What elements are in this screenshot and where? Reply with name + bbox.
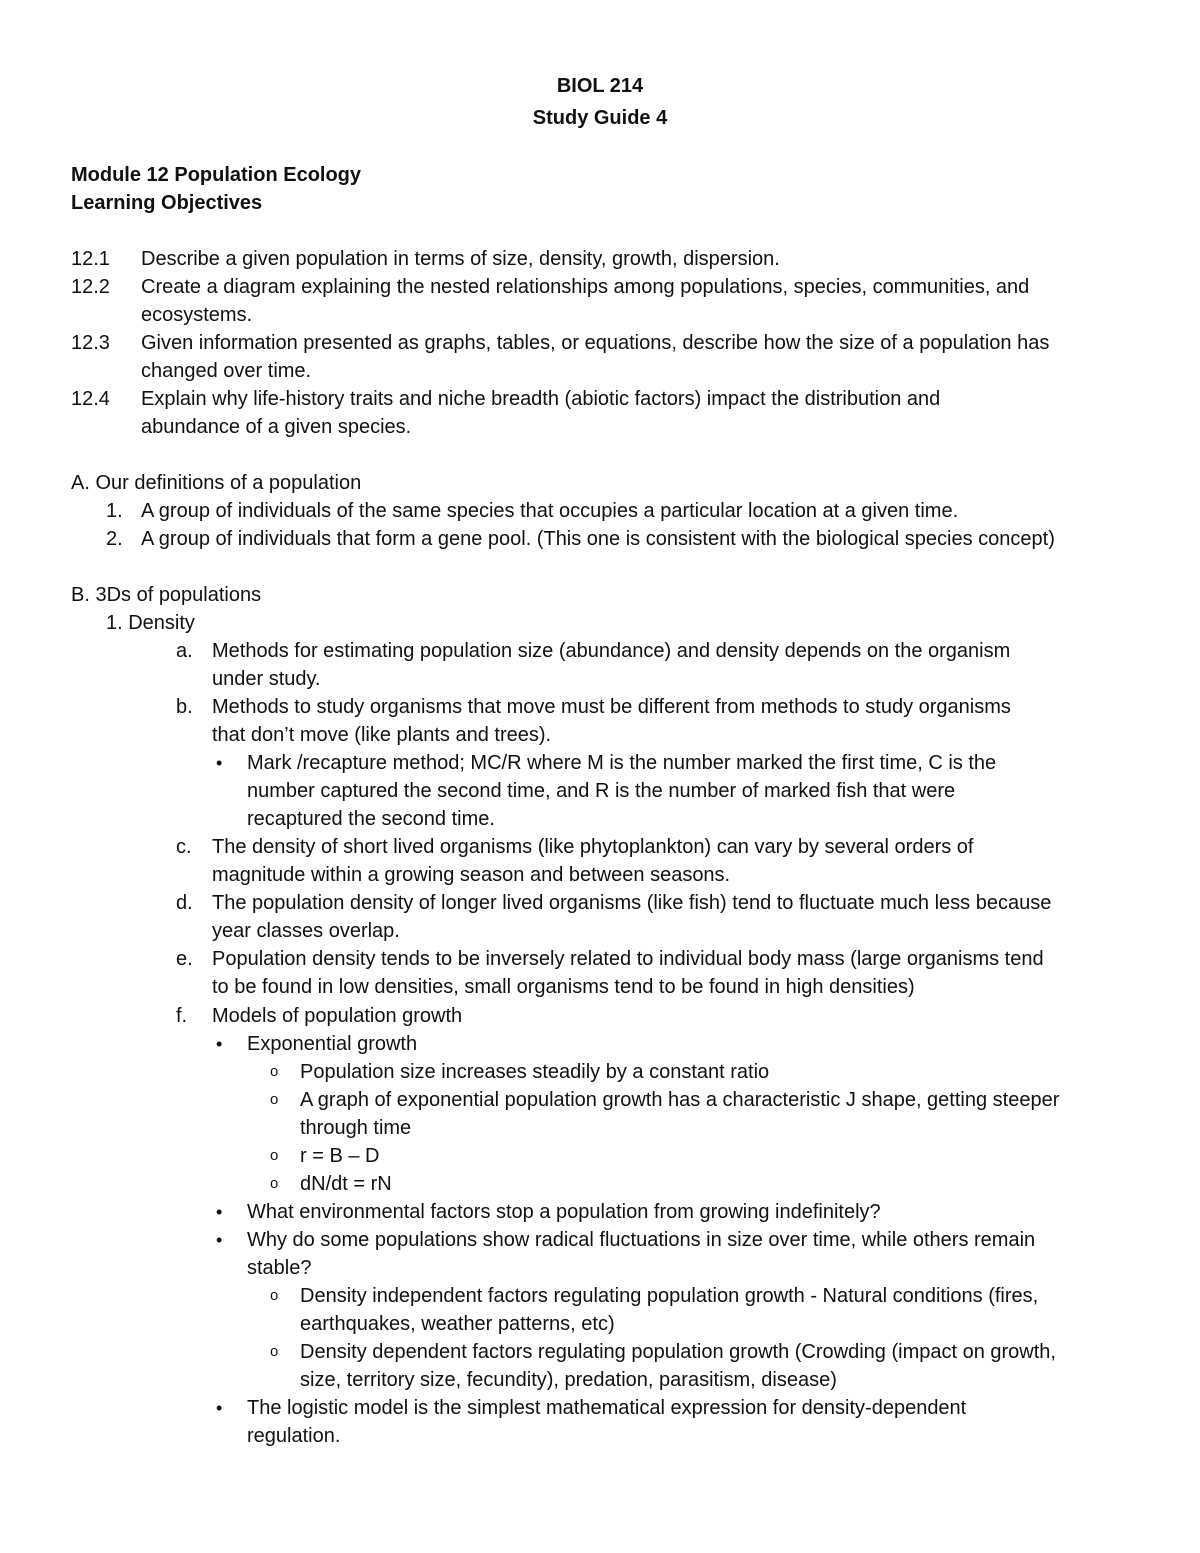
- list-marker: 1.: [106, 500, 123, 522]
- list-item-text-continued: that don’t move (like plants and trees).: [212, 724, 552, 746]
- definition-item: A group of individuals that form a gene pool. (This one is consistent with the biological species concept): [141, 528, 1055, 550]
- bullet-text-continued: regulation.: [247, 1425, 341, 1447]
- bullet-icon: •: [216, 1034, 223, 1054]
- section-a-heading: A. Our definitions of a population: [71, 472, 362, 494]
- bullet-text: Exponential growth: [247, 1033, 418, 1055]
- bullet-text-continued: stable?: [247, 1257, 312, 1279]
- sub-bullet-icon: o: [270, 1175, 279, 1192]
- list-item-text: Methods to study organisms that move must be different from methods to study organisms: [212, 696, 1011, 718]
- list-item-text: Models of population growth: [212, 1005, 463, 1027]
- objective-text: Create a diagram explaining the nested relationships among populations, species, communities, and: [141, 276, 1030, 298]
- list-marker: c.: [176, 836, 192, 858]
- list-marker: e.: [176, 948, 193, 970]
- list-item-text: Population density tends to be inversely related to individual body mass (large organisms tend: [212, 948, 1044, 970]
- bullet-text: Mark /recapture method; MC/R where M is the number marked the first time, C is the: [247, 752, 997, 774]
- objective-text-continued: abundance of a given species.: [141, 416, 412, 438]
- bullet-text: What environmental factors stop a population from growing indefinitely?: [247, 1201, 881, 1223]
- bullet-text-continued: number captured the second time, and R is the number of marked fish that were: [247, 780, 956, 802]
- objective-text: Explain why life-history traits and niche breadth (abiotic factors) impact the distribution and: [141, 388, 941, 410]
- sub-bullet-icon: o: [270, 1343, 279, 1360]
- bullet-icon: •: [216, 1202, 223, 1222]
- sub-bullet-icon: o: [270, 1147, 279, 1164]
- list-item-text-continued: under study.: [212, 668, 321, 690]
- module-title: Module 12 Population Ecology: [71, 164, 362, 186]
- list-marker: b.: [176, 696, 193, 718]
- learning-objectives-heading: Learning Objectives: [71, 192, 263, 214]
- objective-text-continued: changed over time.: [141, 360, 312, 382]
- study-guide-title: Study Guide 4: [532, 107, 668, 129]
- list-marker: d.: [176, 892, 193, 914]
- list-marker: 2.: [106, 528, 123, 550]
- sub-bullet-icon: o: [270, 1091, 279, 1108]
- objective-number: 12.3: [71, 332, 110, 354]
- bullet-icon: •: [216, 753, 223, 773]
- bullet-icon: •: [216, 1230, 223, 1250]
- list-item-text-continued: to be found in low densities, small organisms tend to be found in high densities): [212, 976, 915, 998]
- sub-bullet-text-continued: through time: [300, 1117, 412, 1139]
- section-b-heading: B. 3Ds of populations: [71, 584, 262, 606]
- density-subheading: 1. Density: [106, 612, 195, 634]
- list-item-text-continued: magnitude within a growing season and between seasons.: [212, 864, 731, 886]
- sub-bullet-text-continued: size, territory size, fecundity), predation, parasitism, disease): [300, 1369, 837, 1391]
- objective-number: 12.4: [71, 388, 110, 410]
- list-item-text: The population density of longer lived organisms (like fish) tend to fluctuate much less because: [212, 892, 1052, 914]
- bullet-text: The logistic model is the simplest mathematical expression for density-dependent: [247, 1397, 967, 1419]
- course-title: BIOL 214: [556, 75, 644, 97]
- definition-item: A group of individuals of the same species that occupies a particular location at a given time.: [141, 500, 959, 522]
- sub-bullet-text: Density independent factors regulating population growth - Natural conditions (fires,: [300, 1285, 1039, 1307]
- list-marker: a.: [176, 640, 193, 662]
- sub-bullet-text: A graph of exponential population growth has a characteristic J shape, getting steeper: [300, 1089, 1060, 1111]
- bullet-text-continued: recaptured the second time.: [247, 808, 495, 830]
- sub-bullet-icon: o: [270, 1287, 279, 1304]
- objective-number: 12.1: [71, 248, 110, 270]
- list-item-text: The density of short lived organisms (like phytoplankton) can vary by several orders of: [212, 836, 974, 858]
- equation-text: r = B – D: [300, 1145, 380, 1167]
- objective-text: Given information presented as graphs, tables, or equations, describe how the size of a population has: [141, 332, 1050, 354]
- equation-text: dN/dt = rN: [300, 1173, 392, 1195]
- sub-bullet-text-continued: earthquakes, weather patterns, etc): [300, 1313, 615, 1335]
- sub-bullet-text: Population size increases steadily by a constant ratio: [300, 1061, 770, 1083]
- list-item-text-continued: year classes overlap.: [212, 920, 400, 942]
- sub-bullet-text: Density dependent factors regulating population growth (Crowding (impact on growth,: [300, 1341, 1056, 1363]
- objective-text-continued: ecosystems.: [141, 304, 253, 326]
- list-item-text: Methods for estimating population size (abundance) and density depends on the organism: [212, 640, 1011, 662]
- list-marker: f.: [176, 1005, 188, 1027]
- objective-number: 12.2: [71, 276, 110, 298]
- sub-bullet-icon: o: [270, 1063, 279, 1080]
- objective-text: Describe a given population in terms of size, density, growth, dispersion.: [141, 248, 780, 270]
- bullet-text: Why do some populations show radical fluctuations in size over time, while others remain: [247, 1229, 1036, 1251]
- bullet-icon: •: [216, 1398, 223, 1418]
